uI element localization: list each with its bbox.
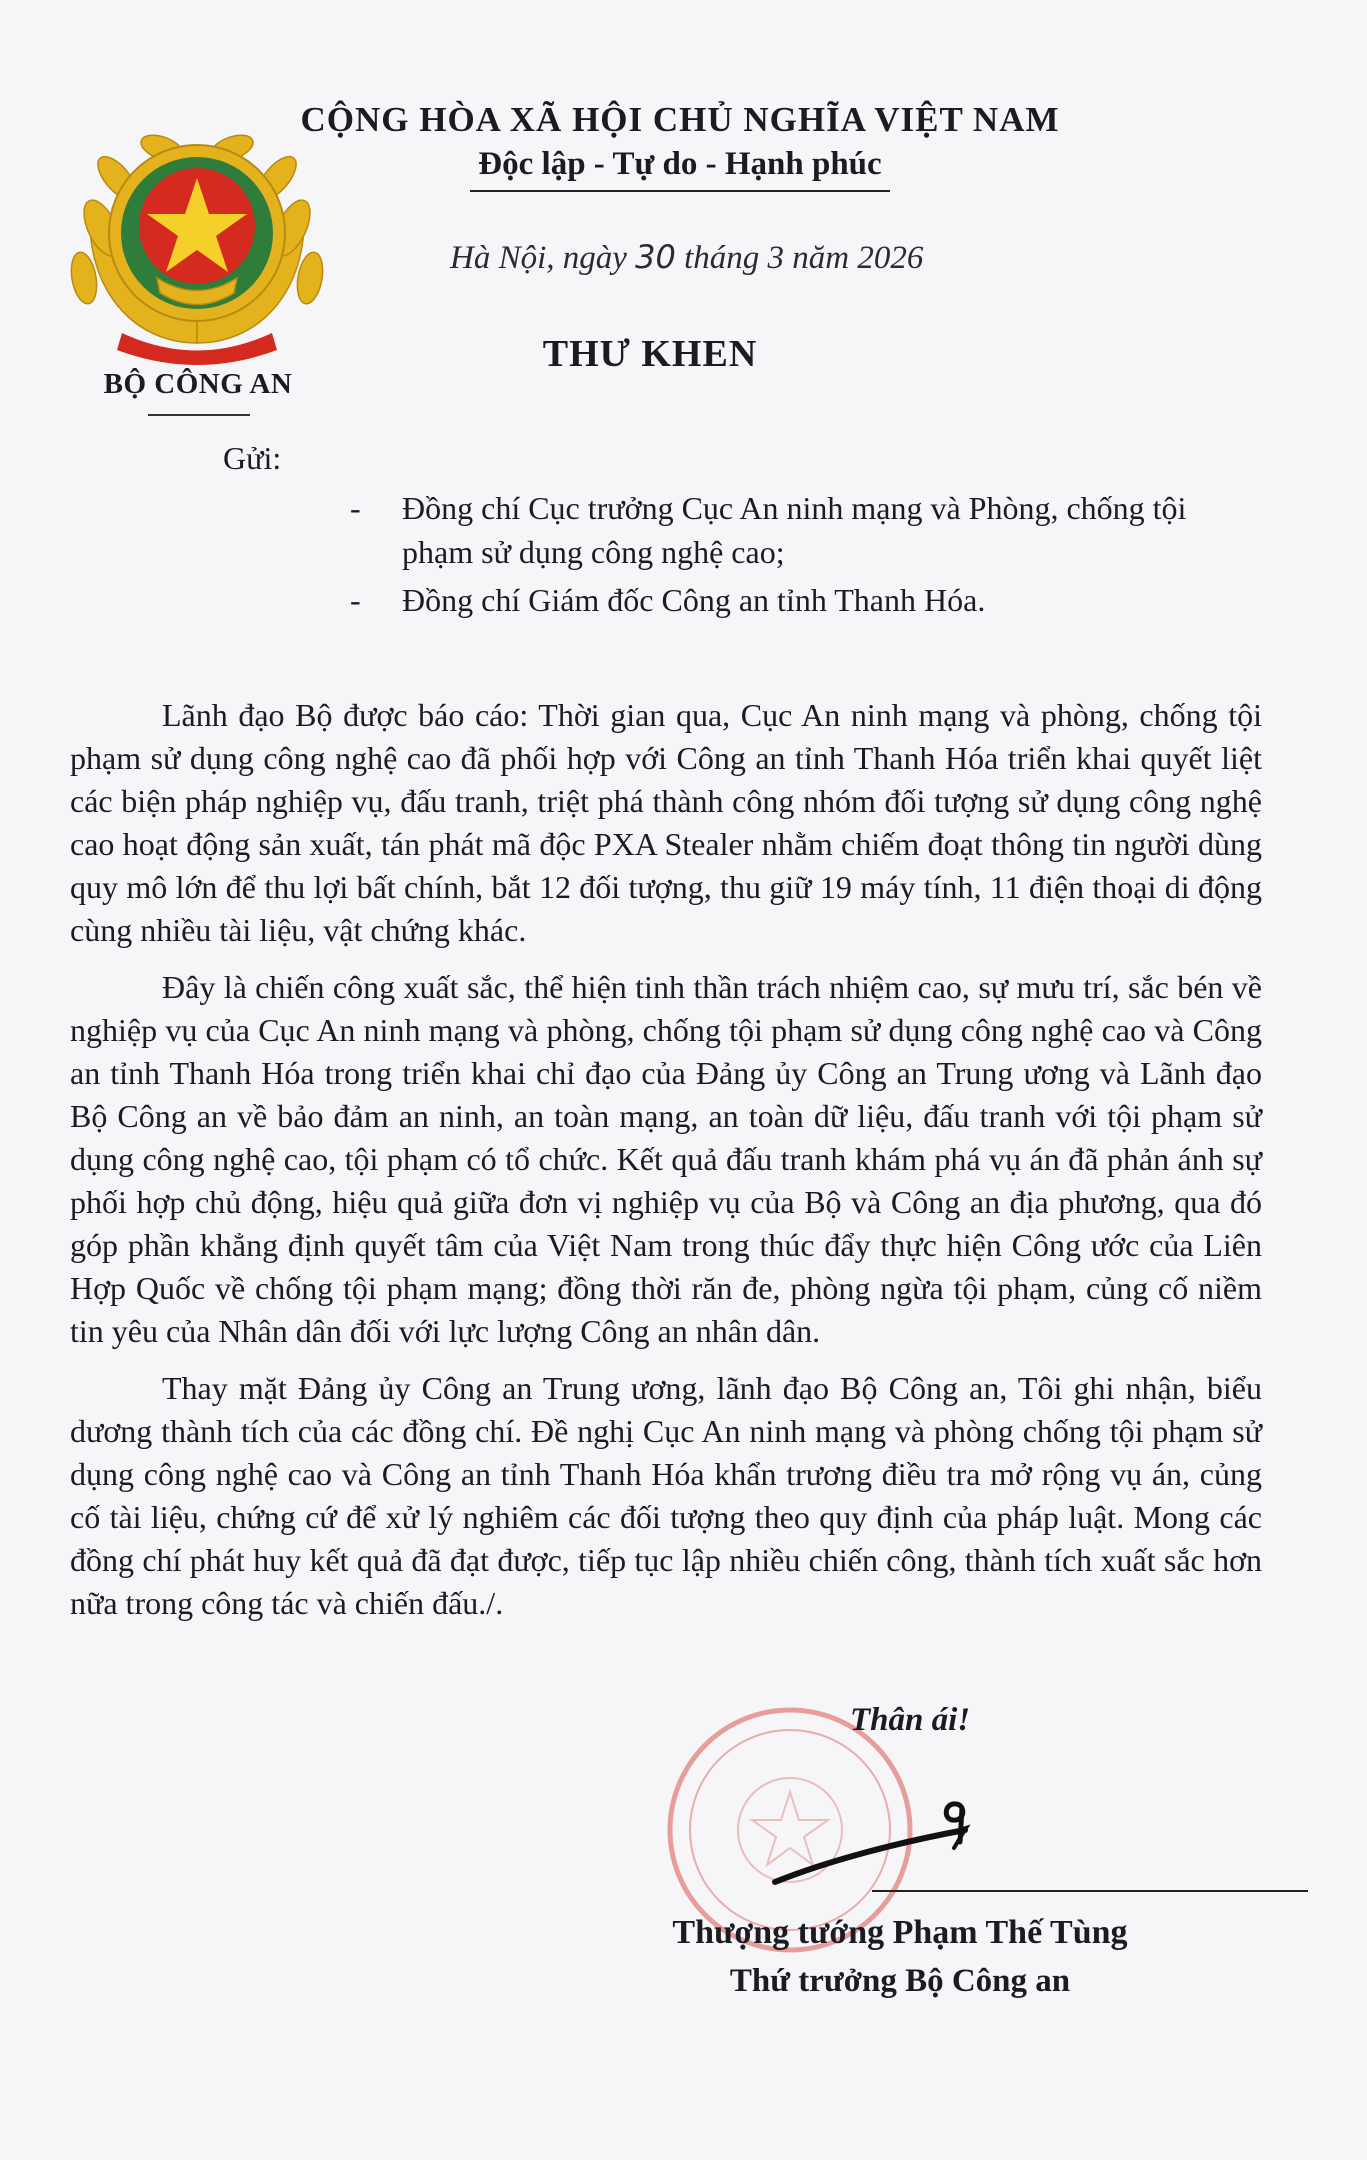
national-title: CỘNG HÒA XÃ HỘI CHỦ NGHĨA VIỆT NAM [300,100,1060,139]
dateline [450,238,970,277]
handwritten-signature-icon [760,1790,990,1900]
motto-underline [470,190,890,192]
letter-body [70,694,1262,1639]
date-day: 30 [635,238,676,276]
recipient-list [350,486,1250,626]
date-prefix: Hà Nội, ngày [450,240,627,276]
body-paragraph: Thay mặt Đảng ủy Công an Trung ương, lãnh đạo Bộ Công an, Tôi ghi nhận, biểu dương thành tích của các đồng chí. Đề nghị Cục An ninh mạng và phòng chống tội phạm sử dụng công nghệ cao và Công an tỉnh Thanh Hóa khẩn trương điều tra mở rộng vụ án, củng cố tài liệu, chứng cứ để xử lý nghiêm các đối tượng theo quy định của pháp luật. Mong các đồng chí phát huy kết quả đã đạt được, tiếp tục lập nhiều chiến công, thành tích xuất sắc hơn nữa trong công tác và chiến đấu./. [70,1370,1262,1621]
date-suffix: tháng 3 năm 2026 [684,240,924,276]
recipient-label: Gửi: [223,440,282,476]
recipient-item: - Đồng chí Cục trưởng Cục An ninh mạng và Phòng, chống tội phạm sử dụng công nghệ cao; [350,486,1202,574]
signer-name: Thượng tướng Phạm Thế Tùng [672,1914,1128,1951]
body-paragraph: Đây là chiến công xuất sắc, thể hiện tinh thần trách nhiệm cao, sự mưu trí, sắc bén về nghiệp vụ của Cục An ninh mạng và phòng, chống tội phạm sử dụng công nghệ cao và Công an tỉnh Thanh Hóa trong triển khai chỉ đạo của Đảng ủy Công an Trung ương và Lãnh đạo Bộ Công an về bảo đảm an ninh, an toàn mạng, an toàn dữ liệu, đấu tranh với tội phạm sử dụng công nghệ cao, tội phạm có tổ chức. Kết quả đấu tranh khám phá vụ án đã phản ánh sự phối hợp chủ động, hiệu quả giữa đơn vị nghiệp vụ của Bộ và Công an địa phương, qua đó góp phần khẳng định quyết tâm của Việt Nam trong thúc đẩy thực hiện Công ước của Liên Hợp Quốc về chống tội phạm mạng; đồng thời răn đe, phòng ngừa tội phạm, củng cố niềm tin yêu của Nhân dân đối với lực lượng Công an nhân dân. [70,969,1262,1349]
police-emblem-icon [62,118,332,368]
recipient-item: - Đồng chí Giám đốc Công an tỉnh Thanh Hóa. [350,578,1250,622]
agency-name: BỘ CÔNG AN [103,368,293,400]
national-motto: Độc lập - Tự do - Hạnh phúc [478,146,882,182]
closing-regards: Thân ái! [850,1702,971,1738]
body-paragraph: Lãnh đạo Bộ được báo cáo: Thời gian qua, Cục An ninh mạng và phòng, chống tội phạm sử dụng công nghệ cao đã phối hợp với Công an tỉnh Thanh Hóa triển khai quyết liệt các biện pháp nghiệp vụ, đấu tranh, triệt phá thành công nhóm đối tượng sử dụng công nghệ cao hoạt động sản xuất, tán phát mã độc PXA Stealer nhằm chiếm đoạt thông tin người dùng quy mô lớn để thu lợi bất chính, bắt 12 đối tượng, thu giữ 19 máy tính, 11 điện thoại di động cùng nhiều tài liệu, vật chứng khác. [70,697,1262,948]
signer-title: Thứ trưởng Bộ Công an [729,1963,1071,1999]
document-title: THƯ KHEN [542,333,758,375]
signature-line [872,1890,1308,1892]
agency-underline [148,414,250,416]
